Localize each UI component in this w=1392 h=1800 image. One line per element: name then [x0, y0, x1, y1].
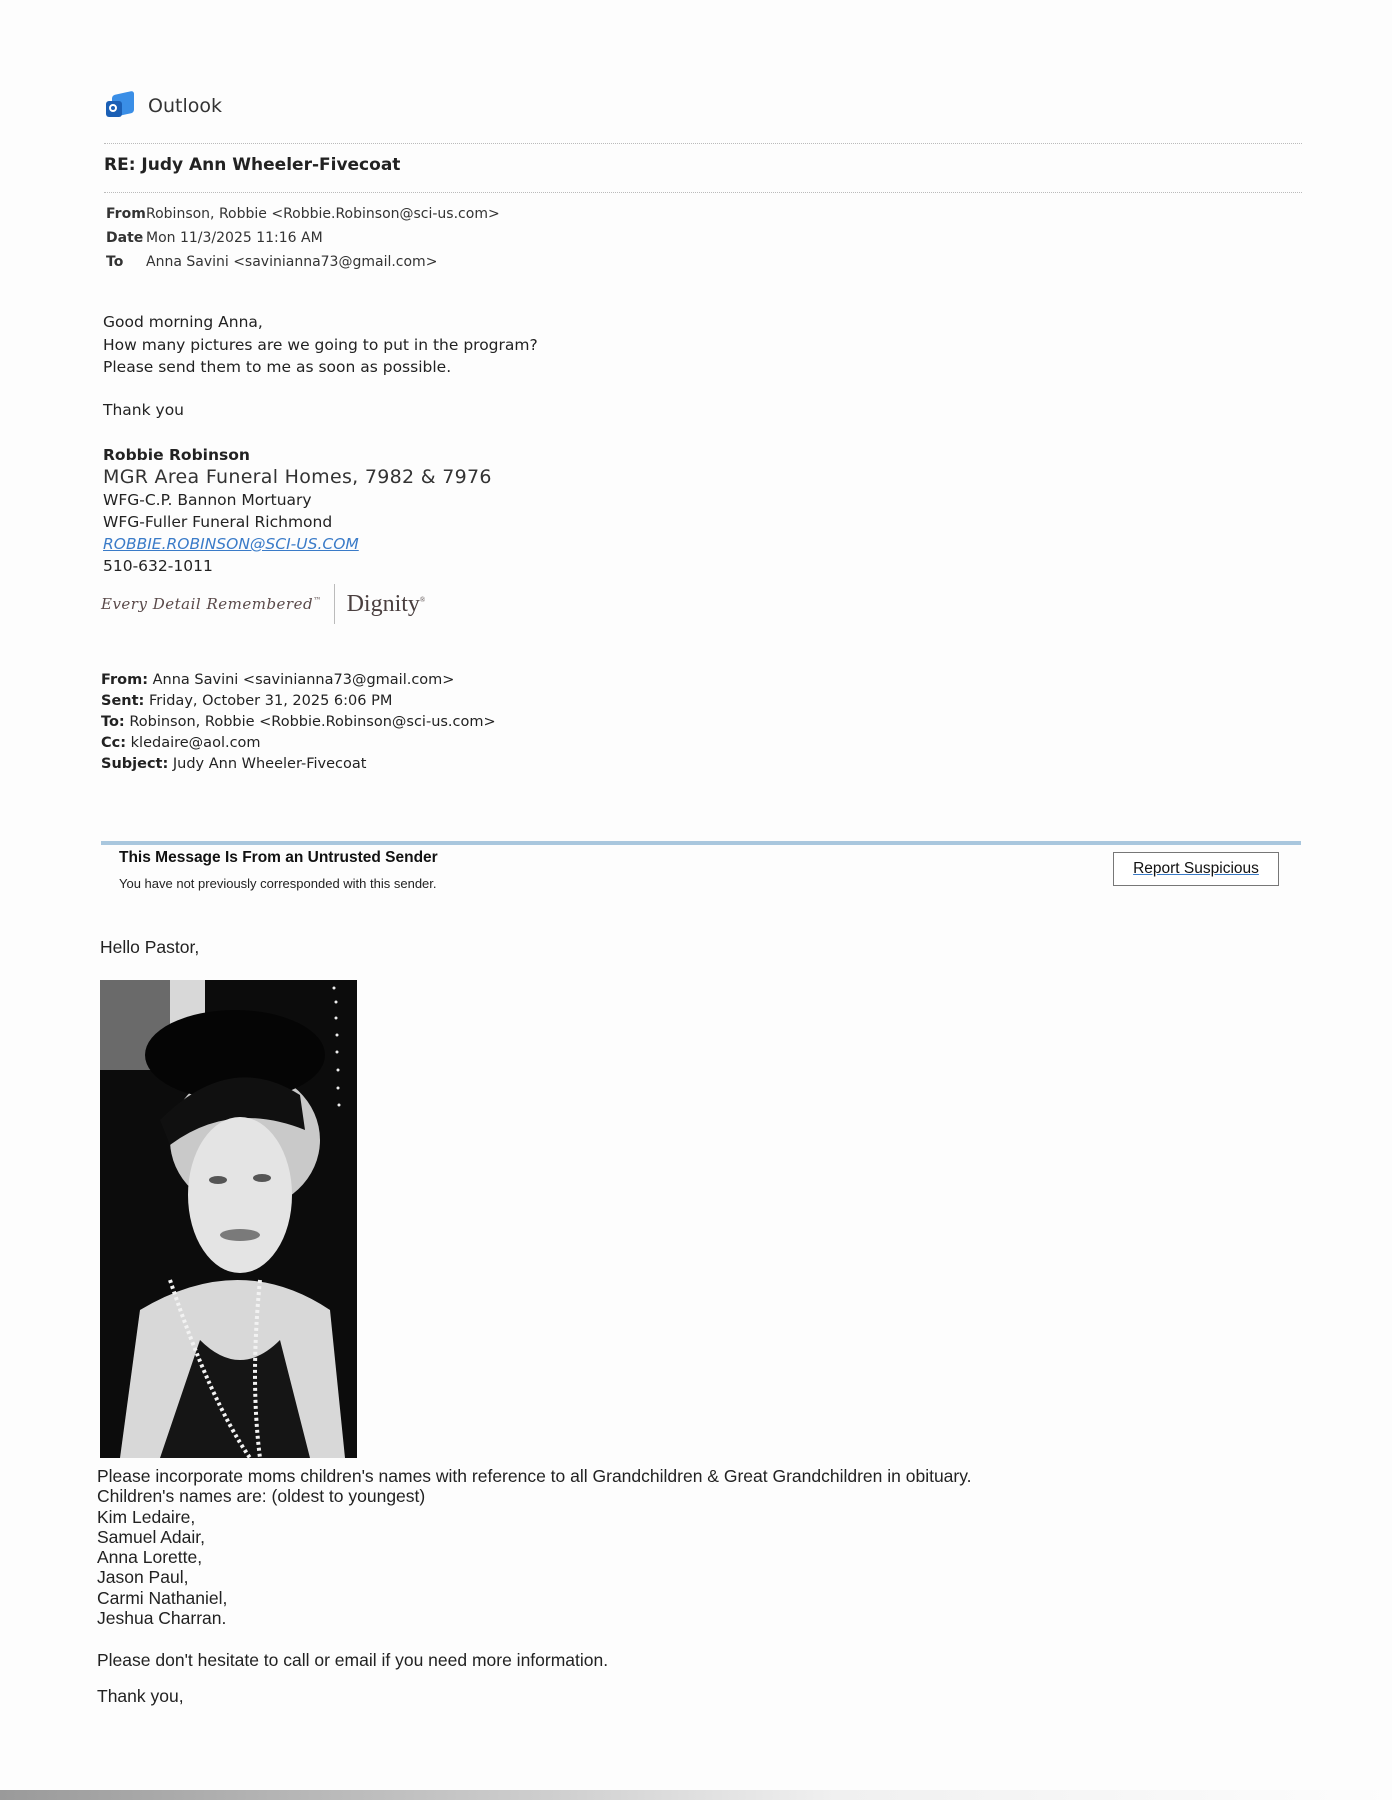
app-header	[106, 93, 222, 119]
fwd-from: From: Anna Savini <savinianna73@gmail.com>	[101, 672, 455, 688]
signature-email-link[interactable]: ROBBIE.ROBINSON@SCI-US.COM	[103, 535, 359, 554]
fwd-cc: Cc: kledaire@aol.com	[101, 735, 261, 751]
header-from	[106, 206, 500, 222]
dignity-logo: Dignity®	[346, 590, 426, 617]
warning-banner-title: This Message Is From an Untrusted Sender	[119, 849, 438, 866]
child-name: Jason Paul,	[97, 1567, 189, 1588]
body-line: Please send them to me as soon as possible.	[103, 358, 452, 376]
reply-body	[103, 311, 538, 421]
body-line: Children's names are: (oldest to youngest)	[97, 1486, 426, 1507]
fwd-subject: Subject: Judy Ann Wheeler-Fivecoat	[101, 756, 367, 772]
brand-tagline	[101, 584, 425, 624]
child-name: Anna Lorette,	[97, 1547, 203, 1568]
divider	[104, 143, 1302, 144]
child-name: Jeshua Charran.	[97, 1608, 227, 1629]
warning-banner-subtitle: You have not previously corresponded with this sender.	[119, 876, 437, 891]
signature-location: WFG-Fuller Funeral Richmond	[103, 512, 333, 531]
header-date	[106, 230, 323, 246]
child-name: Samuel Adair,	[97, 1526, 205, 1547]
report-suspicious-button[interactable]: Report Suspicious	[1113, 852, 1279, 886]
signature-location: WFG-C.P. Bannon Mortuary	[103, 490, 312, 509]
to-value: Anna Savini <savinianna73@gmail.com>	[146, 254, 438, 270]
from-label: From	[106, 206, 146, 222]
header-to	[106, 254, 437, 270]
original-body	[97, 1466, 972, 1628]
signature	[103, 444, 492, 578]
date-value: Mon 11/3/2025 11:16 AM	[146, 230, 323, 246]
child-name: Kim Ledaire,	[97, 1506, 196, 1527]
divider	[334, 584, 335, 624]
outlook-icon	[106, 93, 134, 119]
body-line: Good morning Anna,	[103, 313, 263, 331]
scan-edge	[0, 1790, 1392, 1800]
warning-banner-accent	[101, 841, 1301, 845]
signoff: Thank you,	[97, 1686, 184, 1706]
email-subject: RE: Judy Ann Wheeler-Fivecoat	[104, 155, 401, 175]
from-value: Robinson, Robbie <Robbie.Robinson@sci-us.com>	[146, 206, 500, 222]
signature-phone: 510-632-1011	[103, 557, 213, 576]
forwarded-header	[101, 670, 496, 775]
thanks: Thank you	[103, 400, 184, 419]
greeting: Hello Pastor,	[100, 937, 200, 957]
divider	[104, 192, 1302, 193]
portrait-photo	[100, 980, 357, 1458]
tagline-text: Every Detail Remembered™	[101, 595, 322, 613]
fwd-to: To: Robinson, Robbie <Robbie.Robinson@sci-us.com>	[101, 714, 496, 730]
body-line: How many pictures are we going to put in the program?	[103, 335, 538, 354]
to-label: To	[106, 254, 124, 270]
signature-name: Robbie Robinson	[103, 446, 250, 464]
app-name: Outlook	[148, 95, 222, 117]
fwd-sent: Sent: Friday, October 31, 2025 6:06 PM	[101, 693, 393, 709]
child-name: Carmi Nathaniel,	[97, 1587, 228, 1608]
date-label: Date	[106, 230, 144, 246]
body-line: Please incorporate moms children's names with reference to all Grandchildren & Great Grandchildren in obituary.	[97, 1466, 972, 1486]
signature-title: MGR Area Funeral Homes, 7982 & 7976	[103, 466, 492, 489]
closing-line: Please don't hesitate to call or email if you need more information.	[97, 1650, 609, 1670]
